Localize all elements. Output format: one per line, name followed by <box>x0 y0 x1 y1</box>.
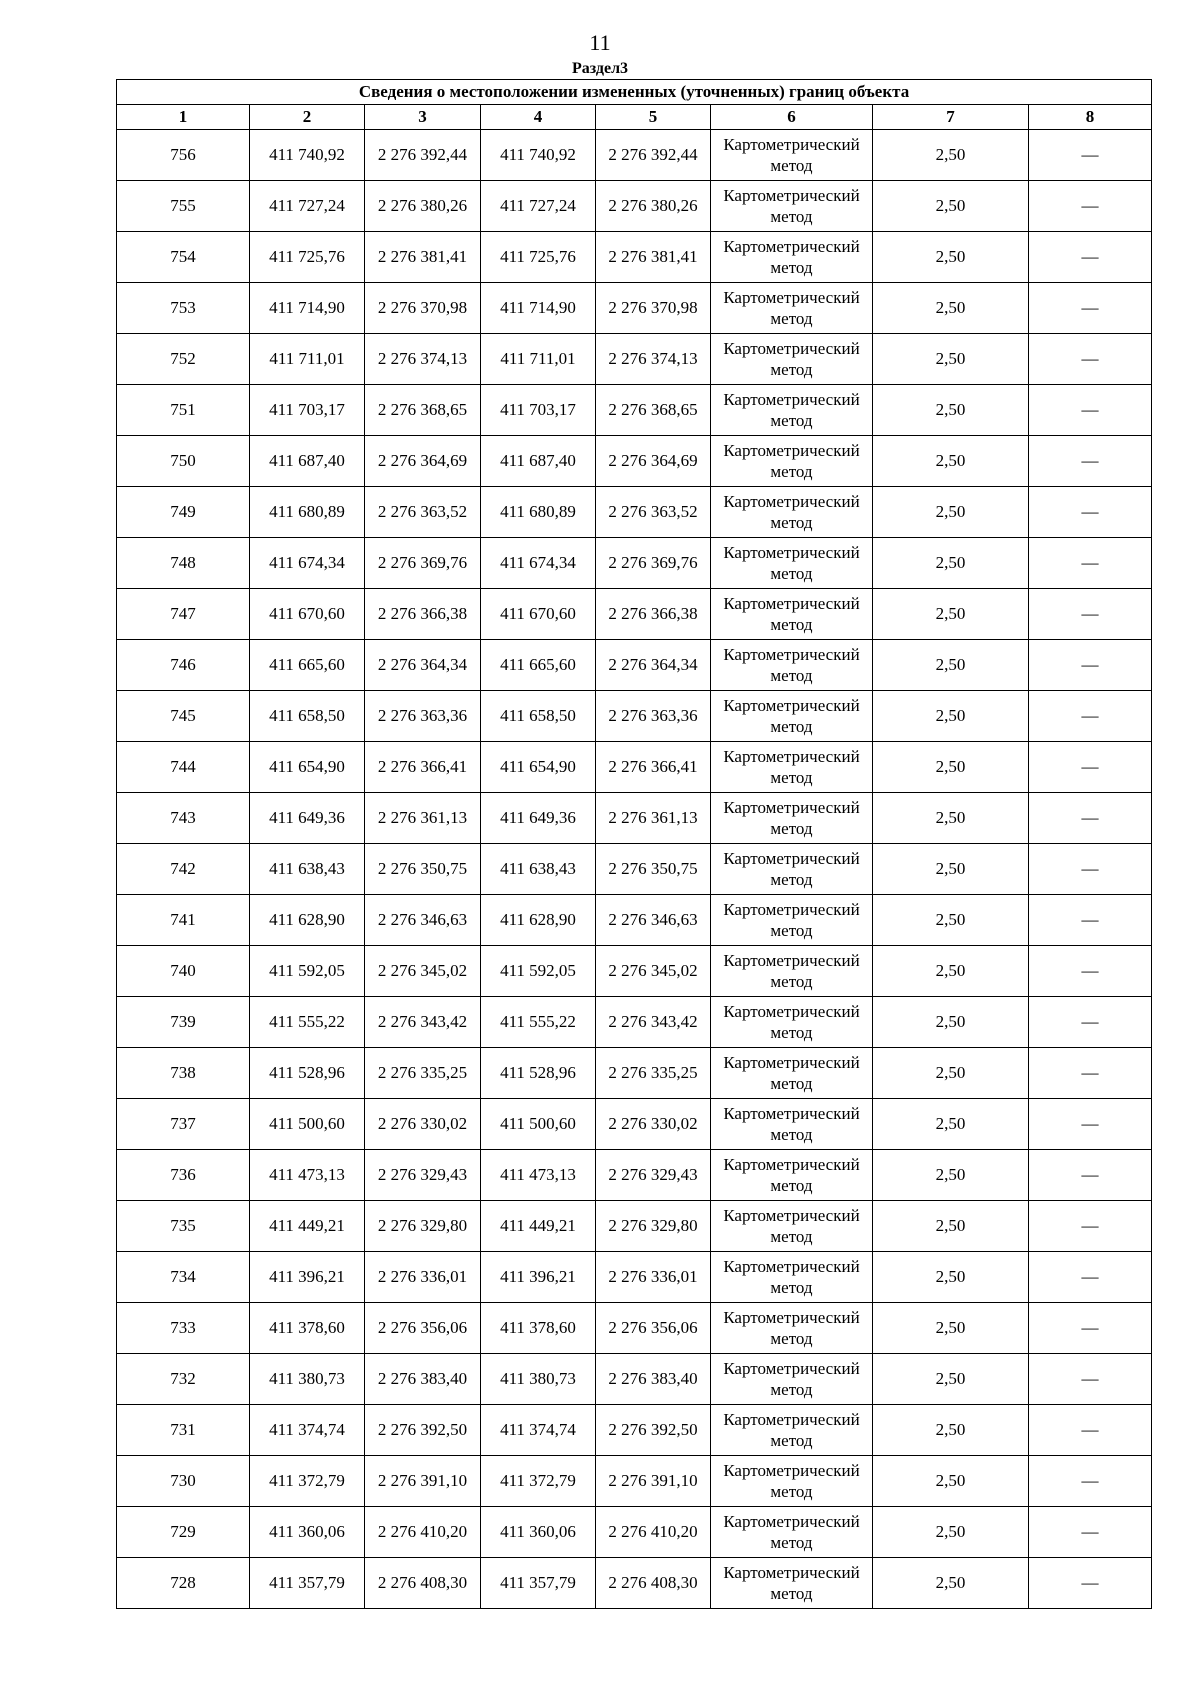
column-number-row <box>117 105 1152 130</box>
table-row <box>117 1099 1152 1150</box>
x-old-cell: 411 658,50 <box>250 691 365 742</box>
x-old-cell: 411 740,92 <box>250 130 365 181</box>
accuracy-cell: 2,50 <box>873 844 1029 895</box>
method-cell: Картометрический метод <box>711 844 873 895</box>
accuracy-cell: 2,50 <box>873 385 1029 436</box>
x-new-cell: 411 649,36 <box>481 793 596 844</box>
point-number-cell: 732 <box>117 1354 250 1405</box>
description-cell: — <box>1029 1201 1152 1252</box>
x-new-cell: 411 714,90 <box>481 283 596 334</box>
column-number: 6 <box>711 105 873 130</box>
x-new-cell: 411 670,60 <box>481 589 596 640</box>
description-cell: — <box>1029 946 1152 997</box>
table-row <box>117 283 1152 334</box>
method-cell: Картометрический метод <box>711 385 873 436</box>
y-old-cell: 2 276 350,75 <box>365 844 481 895</box>
description-cell: — <box>1029 1048 1152 1099</box>
table-row <box>117 844 1152 895</box>
x-new-cell: 411 658,50 <box>481 691 596 742</box>
table-row <box>117 436 1152 487</box>
x-old-cell: 411 628,90 <box>250 895 365 946</box>
x-old-cell: 411 654,90 <box>250 742 365 793</box>
description-cell: — <box>1029 1099 1152 1150</box>
y-new-cell: 2 276 410,20 <box>596 1507 711 1558</box>
x-new-cell: 411 680,89 <box>481 487 596 538</box>
table-row <box>117 589 1152 640</box>
x-old-cell: 411 674,34 <box>250 538 365 589</box>
page-number: 11 <box>589 30 611 55</box>
x-new-cell: 411 380,73 <box>481 1354 596 1405</box>
y-old-cell: 2 276 383,40 <box>365 1354 481 1405</box>
method-cell: Картометрический метод <box>711 1456 873 1507</box>
method-cell: Картометрический метод <box>711 895 873 946</box>
x-old-cell: 411 449,21 <box>250 1201 365 1252</box>
x-old-cell: 411 374,74 <box>250 1405 365 1456</box>
description-cell: — <box>1029 1405 1152 1456</box>
y-new-cell: 2 276 356,06 <box>596 1303 711 1354</box>
x-old-cell: 411 592,05 <box>250 946 365 997</box>
table-row <box>117 742 1152 793</box>
accuracy-cell: 2,50 <box>873 334 1029 385</box>
point-number-cell: 734 <box>117 1252 250 1303</box>
y-new-cell: 2 276 380,26 <box>596 181 711 232</box>
y-old-cell: 2 276 364,69 <box>365 436 481 487</box>
point-number-cell: 733 <box>117 1303 250 1354</box>
point-number-cell: 731 <box>117 1405 250 1456</box>
y-new-cell: 2 276 363,52 <box>596 487 711 538</box>
point-number-cell: 736 <box>117 1150 250 1201</box>
y-old-cell: 2 276 336,01 <box>365 1252 481 1303</box>
method-cell: Картометрический метод <box>711 589 873 640</box>
x-new-cell: 411 378,60 <box>481 1303 596 1354</box>
x-old-cell: 411 357,79 <box>250 1558 365 1609</box>
y-new-cell: 2 276 343,42 <box>596 997 711 1048</box>
accuracy-cell: 2,50 <box>873 997 1029 1048</box>
accuracy-cell: 2,50 <box>873 538 1029 589</box>
point-number-cell: 742 <box>117 844 250 895</box>
description-cell: — <box>1029 385 1152 436</box>
y-old-cell: 2 276 408,30 <box>365 1558 481 1609</box>
accuracy-cell: 2,50 <box>873 895 1029 946</box>
y-new-cell: 2 276 374,13 <box>596 334 711 385</box>
accuracy-cell: 2,50 <box>873 436 1029 487</box>
accuracy-cell: 2,50 <box>873 130 1029 181</box>
method-cell: Картометрический метод <box>711 181 873 232</box>
y-new-cell: 2 276 330,02 <box>596 1099 711 1150</box>
x-new-cell: 411 725,76 <box>481 232 596 283</box>
method-cell: Картометрический метод <box>711 691 873 742</box>
point-number-cell: 739 <box>117 997 250 1048</box>
y-new-cell: 2 276 336,01 <box>596 1252 711 1303</box>
point-number-cell: 754 <box>117 232 250 283</box>
x-old-cell: 411 725,76 <box>250 232 365 283</box>
x-old-cell: 411 528,96 <box>250 1048 365 1099</box>
y-old-cell: 2 276 392,44 <box>365 130 481 181</box>
x-new-cell: 411 360,06 <box>481 1507 596 1558</box>
table-row <box>117 487 1152 538</box>
method-cell: Картометрический метод <box>711 1099 873 1150</box>
description-cell: — <box>1029 691 1152 742</box>
x-new-cell: 411 740,92 <box>481 130 596 181</box>
method-cell: Картометрический метод <box>711 130 873 181</box>
y-new-cell: 2 276 381,41 <box>596 232 711 283</box>
table-row <box>117 997 1152 1048</box>
column-number: 5 <box>596 105 711 130</box>
y-new-cell: 2 276 368,65 <box>596 385 711 436</box>
y-new-cell: 2 276 364,34 <box>596 640 711 691</box>
x-old-cell: 411 649,36 <box>250 793 365 844</box>
y-old-cell: 2 276 392,50 <box>365 1405 481 1456</box>
x-new-cell: 411 727,24 <box>481 181 596 232</box>
table-row <box>117 1558 1152 1609</box>
x-old-cell: 411 378,60 <box>250 1303 365 1354</box>
accuracy-cell: 2,50 <box>873 1405 1029 1456</box>
x-new-cell: 411 703,17 <box>481 385 596 436</box>
method-cell: Картометрический метод <box>711 793 873 844</box>
point-number-cell: 750 <box>117 436 250 487</box>
description-cell: — <box>1029 1507 1152 1558</box>
y-new-cell: 2 276 329,80 <box>596 1201 711 1252</box>
accuracy-cell: 2,50 <box>873 1201 1029 1252</box>
description-cell: — <box>1029 742 1152 793</box>
y-old-cell: 2 276 330,02 <box>365 1099 481 1150</box>
table-row <box>117 334 1152 385</box>
y-old-cell: 2 276 380,26 <box>365 181 481 232</box>
x-old-cell: 411 372,79 <box>250 1456 365 1507</box>
method-cell: Картометрический метод <box>711 1558 873 1609</box>
description-cell: — <box>1029 130 1152 181</box>
table-row <box>117 946 1152 997</box>
x-new-cell: 411 628,90 <box>481 895 596 946</box>
column-number: 1 <box>117 105 250 130</box>
method-cell: Картометрический метод <box>711 1150 873 1201</box>
y-old-cell: 2 276 366,41 <box>365 742 481 793</box>
x-old-cell: 411 360,06 <box>250 1507 365 1558</box>
table-row <box>117 793 1152 844</box>
y-new-cell: 2 276 345,02 <box>596 946 711 997</box>
y-old-cell: 2 276 329,80 <box>365 1201 481 1252</box>
point-number-cell: 730 <box>117 1456 250 1507</box>
column-number: 3 <box>365 105 481 130</box>
y-new-cell: 2 276 346,63 <box>596 895 711 946</box>
x-old-cell: 411 703,17 <box>250 385 365 436</box>
section-title: Раздел3 <box>571 60 629 77</box>
table-row <box>117 1405 1152 1456</box>
x-old-cell: 411 727,24 <box>250 181 365 232</box>
point-number-cell: 744 <box>117 742 250 793</box>
y-old-cell: 2 276 363,52 <box>365 487 481 538</box>
description-cell: — <box>1029 1252 1152 1303</box>
accuracy-cell: 2,50 <box>873 1558 1029 1609</box>
table-row <box>117 1303 1152 1354</box>
point-number-cell: 746 <box>117 640 250 691</box>
x-old-cell: 411 665,60 <box>250 640 365 691</box>
point-number-cell: 755 <box>117 181 250 232</box>
table-row <box>117 691 1152 742</box>
y-new-cell: 2 276 408,30 <box>596 1558 711 1609</box>
description-cell: — <box>1029 844 1152 895</box>
x-old-cell: 411 500,60 <box>250 1099 365 1150</box>
method-cell: Картометрический метод <box>711 640 873 691</box>
x-old-cell: 411 711,01 <box>250 334 365 385</box>
x-old-cell: 411 680,89 <box>250 487 365 538</box>
point-number-cell: 741 <box>117 895 250 946</box>
table-row <box>117 181 1152 232</box>
description-cell: — <box>1029 793 1152 844</box>
table-row <box>117 1048 1152 1099</box>
point-number-cell: 751 <box>117 385 250 436</box>
x-new-cell: 411 711,01 <box>481 334 596 385</box>
table-row <box>117 232 1152 283</box>
table-row <box>117 385 1152 436</box>
x-new-cell: 411 396,21 <box>481 1252 596 1303</box>
description-cell: — <box>1029 1150 1152 1201</box>
y-old-cell: 2 276 361,13 <box>365 793 481 844</box>
y-old-cell: 2 276 391,10 <box>365 1456 481 1507</box>
x-new-cell: 411 374,74 <box>481 1405 596 1456</box>
y-new-cell: 2 276 363,36 <box>596 691 711 742</box>
method-cell: Картометрический метод <box>711 1303 873 1354</box>
x-old-cell: 411 396,21 <box>250 1252 365 1303</box>
table-row <box>117 1150 1152 1201</box>
y-old-cell: 2 276 363,36 <box>365 691 481 742</box>
point-number-cell: 738 <box>117 1048 250 1099</box>
accuracy-cell: 2,50 <box>873 1048 1029 1099</box>
accuracy-cell: 2,50 <box>873 691 1029 742</box>
point-number-cell: 749 <box>117 487 250 538</box>
x-new-cell: 411 372,79 <box>481 1456 596 1507</box>
accuracy-cell: 2,50 <box>873 181 1029 232</box>
description-cell: — <box>1029 283 1152 334</box>
point-number-cell: 728 <box>117 1558 250 1609</box>
column-number: 7 <box>873 105 1029 130</box>
table-row <box>117 1456 1152 1507</box>
x-old-cell: 411 670,60 <box>250 589 365 640</box>
table-row <box>117 895 1152 946</box>
method-cell: Картометрический метод <box>711 487 873 538</box>
accuracy-cell: 2,50 <box>873 1099 1029 1150</box>
y-new-cell: 2 276 366,38 <box>596 589 711 640</box>
y-new-cell: 2 276 366,41 <box>596 742 711 793</box>
y-old-cell: 2 276 374,13 <box>365 334 481 385</box>
point-number-cell: 745 <box>117 691 250 742</box>
y-old-cell: 2 276 345,02 <box>365 946 481 997</box>
y-old-cell: 2 276 329,43 <box>365 1150 481 1201</box>
y-old-cell: 2 276 364,34 <box>365 640 481 691</box>
description-cell: — <box>1029 1558 1152 1609</box>
point-number-cell: 729 <box>117 1507 250 1558</box>
y-new-cell: 2 276 364,69 <box>596 436 711 487</box>
method-cell: Картометрический метод <box>711 538 873 589</box>
table-caption: Сведения о местоположении измененных (уточненных) границ объекта <box>117 80 1152 105</box>
y-old-cell: 2 276 335,25 <box>365 1048 481 1099</box>
y-old-cell: 2 276 368,65 <box>365 385 481 436</box>
x-new-cell: 411 357,79 <box>481 1558 596 1609</box>
accuracy-cell: 2,50 <box>873 487 1029 538</box>
x-new-cell: 411 687,40 <box>481 436 596 487</box>
coordinates-table <box>116 79 1152 1609</box>
accuracy-cell: 2,50 <box>873 1354 1029 1405</box>
column-number: 4 <box>481 105 596 130</box>
method-cell: Картометрический метод <box>711 1048 873 1099</box>
description-cell: — <box>1029 1456 1152 1507</box>
description-cell: — <box>1029 640 1152 691</box>
accuracy-cell: 2,50 <box>873 232 1029 283</box>
method-cell: Картометрический метод <box>711 1405 873 1456</box>
table-row <box>117 130 1152 181</box>
table-row <box>117 1252 1152 1303</box>
method-cell: Картометрический метод <box>711 232 873 283</box>
accuracy-cell: 2,50 <box>873 946 1029 997</box>
method-cell: Картометрический метод <box>711 742 873 793</box>
description-cell: — <box>1029 997 1152 1048</box>
point-number-cell: 753 <box>117 283 250 334</box>
x-new-cell: 411 674,34 <box>481 538 596 589</box>
point-number-cell: 737 <box>117 1099 250 1150</box>
description-cell: — <box>1029 181 1152 232</box>
description-cell: — <box>1029 436 1152 487</box>
y-old-cell: 2 276 356,06 <box>365 1303 481 1354</box>
accuracy-cell: 2,50 <box>873 1303 1029 1354</box>
x-old-cell: 411 714,90 <box>250 283 365 334</box>
x-old-cell: 411 380,73 <box>250 1354 365 1405</box>
table-row <box>117 1201 1152 1252</box>
point-number-cell: 747 <box>117 589 250 640</box>
method-cell: Картометрический метод <box>711 946 873 997</box>
accuracy-cell: 2,50 <box>873 1456 1029 1507</box>
point-number-cell: 735 <box>117 1201 250 1252</box>
y-new-cell: 2 276 383,40 <box>596 1354 711 1405</box>
method-cell: Картометрический метод <box>711 1507 873 1558</box>
y-new-cell: 2 276 361,13 <box>596 793 711 844</box>
accuracy-cell: 2,50 <box>873 1507 1029 1558</box>
description-cell: — <box>1029 538 1152 589</box>
description-cell: — <box>1029 232 1152 283</box>
accuracy-cell: 2,50 <box>873 1150 1029 1201</box>
accuracy-cell: 2,50 <box>873 1252 1029 1303</box>
accuracy-cell: 2,50 <box>873 793 1029 844</box>
table-row <box>117 1354 1152 1405</box>
point-number-cell: 752 <box>117 334 250 385</box>
point-number-cell: 756 <box>117 130 250 181</box>
description-cell: — <box>1029 589 1152 640</box>
y-old-cell: 2 276 346,63 <box>365 895 481 946</box>
x-old-cell: 411 555,22 <box>250 997 365 1048</box>
y-old-cell: 2 276 381,41 <box>365 232 481 283</box>
x-new-cell: 411 592,05 <box>481 946 596 997</box>
method-cell: Картометрический метод <box>711 1252 873 1303</box>
y-new-cell: 2 276 392,50 <box>596 1405 711 1456</box>
x-new-cell: 411 473,13 <box>481 1150 596 1201</box>
description-cell: — <box>1029 1303 1152 1354</box>
y-new-cell: 2 276 350,75 <box>596 844 711 895</box>
column-number: 2 <box>250 105 365 130</box>
y-new-cell: 2 276 391,10 <box>596 1456 711 1507</box>
accuracy-cell: 2,50 <box>873 589 1029 640</box>
y-old-cell: 2 276 410,20 <box>365 1507 481 1558</box>
y-new-cell: 2 276 335,25 <box>596 1048 711 1099</box>
x-new-cell: 411 528,96 <box>481 1048 596 1099</box>
method-cell: Картометрический метод <box>711 997 873 1048</box>
description-cell: — <box>1029 334 1152 385</box>
method-cell: Картометрический метод <box>711 1201 873 1252</box>
x-new-cell: 411 638,43 <box>481 844 596 895</box>
y-old-cell: 2 276 369,76 <box>365 538 481 589</box>
y-old-cell: 2 276 366,38 <box>365 589 481 640</box>
table-row <box>117 538 1152 589</box>
method-cell: Картометрический метод <box>711 283 873 334</box>
table-row <box>117 1507 1152 1558</box>
x-old-cell: 411 687,40 <box>250 436 365 487</box>
point-number-cell: 743 <box>117 793 250 844</box>
x-new-cell: 411 665,60 <box>481 640 596 691</box>
method-cell: Картометрический метод <box>711 1354 873 1405</box>
accuracy-cell: 2,50 <box>873 640 1029 691</box>
table-row <box>117 640 1152 691</box>
x-new-cell: 411 555,22 <box>481 997 596 1048</box>
point-number-cell: 748 <box>117 538 250 589</box>
description-cell: — <box>1029 487 1152 538</box>
method-cell: Картометрический метод <box>711 334 873 385</box>
y-new-cell: 2 276 392,44 <box>596 130 711 181</box>
y-new-cell: 2 276 329,43 <box>596 1150 711 1201</box>
y-new-cell: 2 276 370,98 <box>596 283 711 334</box>
column-number: 8 <box>1029 105 1152 130</box>
x-new-cell: 411 654,90 <box>481 742 596 793</box>
accuracy-cell: 2,50 <box>873 283 1029 334</box>
x-old-cell: 411 473,13 <box>250 1150 365 1201</box>
point-number-cell: 740 <box>117 946 250 997</box>
method-cell: Картометрический метод <box>711 436 873 487</box>
accuracy-cell: 2,50 <box>873 742 1029 793</box>
y-new-cell: 2 276 369,76 <box>596 538 711 589</box>
y-old-cell: 2 276 343,42 <box>365 997 481 1048</box>
x-old-cell: 411 638,43 <box>250 844 365 895</box>
x-new-cell: 411 500,60 <box>481 1099 596 1150</box>
description-cell: — <box>1029 895 1152 946</box>
description-cell: — <box>1029 1354 1152 1405</box>
y-old-cell: 2 276 370,98 <box>365 283 481 334</box>
x-new-cell: 411 449,21 <box>481 1201 596 1252</box>
